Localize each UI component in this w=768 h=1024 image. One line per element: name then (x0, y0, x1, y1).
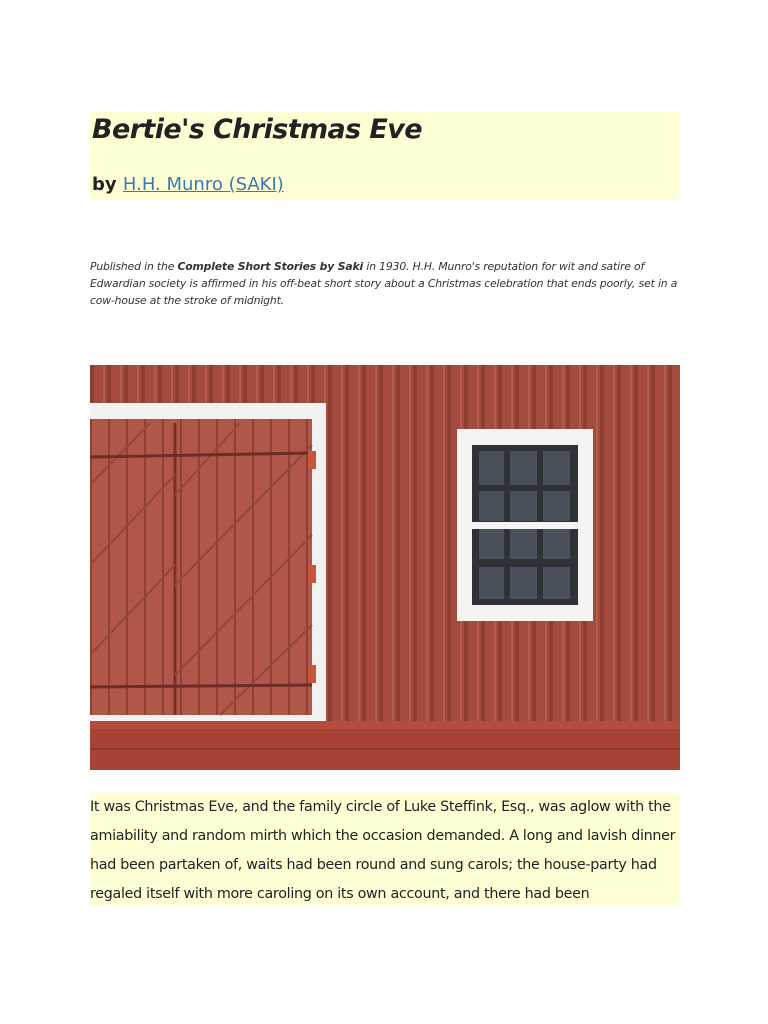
byline-prefix: by (92, 174, 123, 195)
intro-paragraph (90, 258, 680, 310)
byline (92, 174, 284, 195)
intro-text-end: in 1930. H.H. Munro's reputation for wit and satire of Edwardian society is affirmed in his off-beat short story about a Christmas celebration that ends poorly, set in a cow-house at the stroke of midnight. (90, 260, 678, 307)
author-link[interactable]: H.H. Munro (SAKI) (122, 174, 284, 195)
story-title: Bertie's Christmas Eve (92, 114, 422, 145)
intro-book-title: Complete Short Stories by Saki (177, 260, 364, 273)
intro-text-start: Published in the (90, 260, 178, 273)
barn-photo (90, 365, 680, 770)
story-text: It was Christmas Eve, and the family circle of Luke Steffink, Esq., was aglow with the amiability and random mirth which the occasion demanded. A long and lavish dinner had been partaken of, waits had been round and sung carols; the house-party had regaled itself with more caroling on its own account, and there had been (90, 793, 680, 905)
title-block (90, 112, 680, 200)
